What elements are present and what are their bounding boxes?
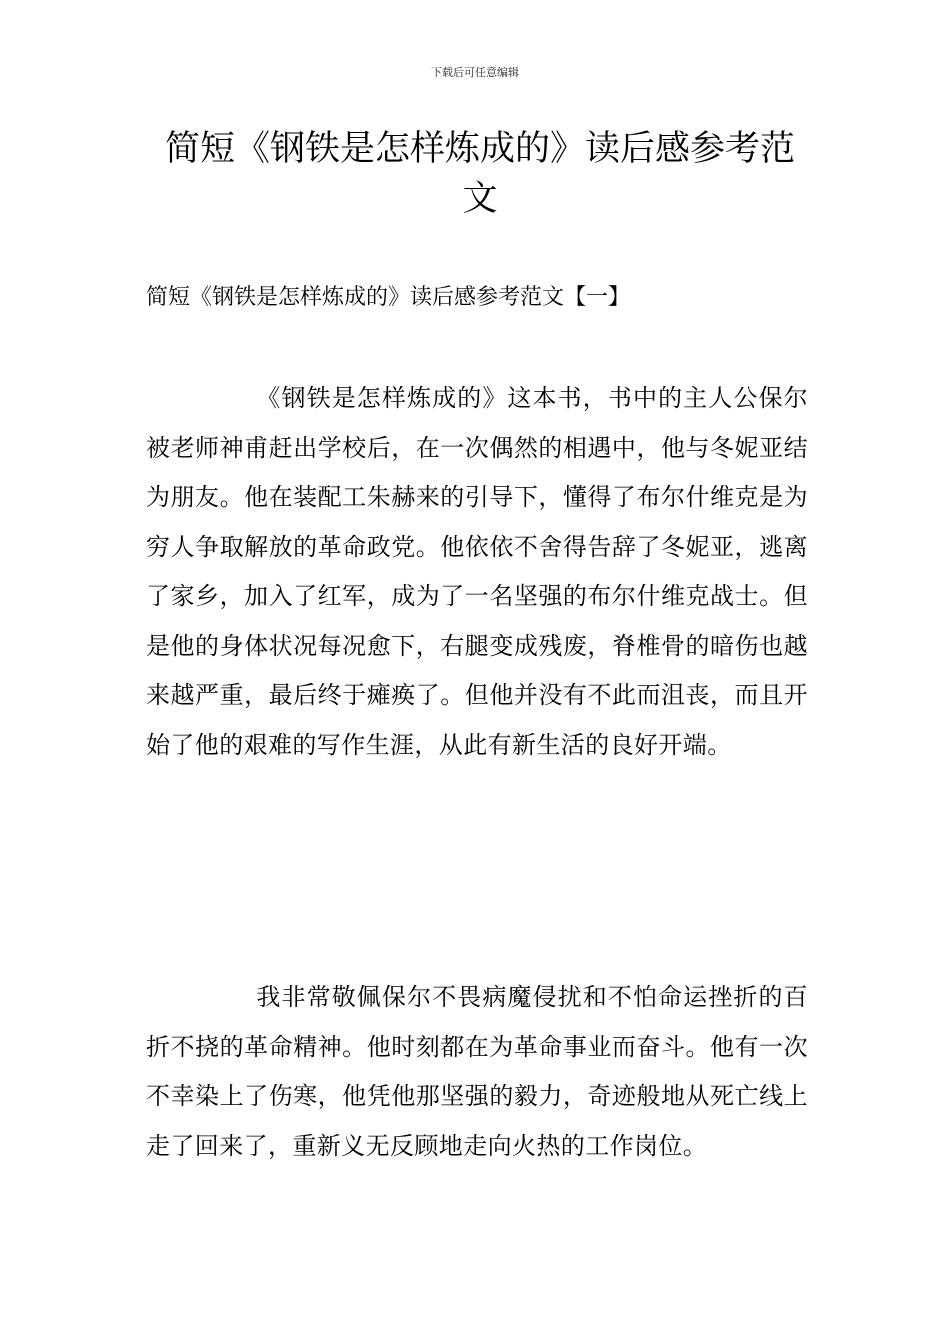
- document-title: 简短《钢铁是怎样炼成的》读后感参考范文: [164, 129, 795, 219]
- section-heading: 简短《钢铁是怎样炼成的》读后感参考范文【一】: [146, 285, 631, 310]
- body-paragraph-2: 我非常敬佩保尔不畏病魔侵扰和不怕命运挫折的百折不挠的革命精神。他时刻都在为革命事业而奋斗。他有一次不幸染上了伤寒，他凭他那坚强的毅力，奇迹般地从死亡线上走了回来了，重新义无反顾地走向火热的工作岗位。: [146, 983, 808, 1160]
- header-note: 下载后可任意编辑: [431, 66, 519, 79]
- body-paragraph-1: 《钢铁是怎样炼成的》这本书，书中的主人公保尔被老师神甫赶出学校后，在一次偶然的相遇中，他与冬妮亚结为朋友。他在装配工朱赫来的引导下，懂得了布尔什维克是为穷人争取解放的革命政党。他依依不舍得告辞了冬妮亚，逃离了家乡，加入了红军，成为了一名坚强的布尔什维克战士。但是他的身体状况每况愈下，右腿变成残废，脊椎骨的暗伤也越来越严重，最后终于瘫痪了。但他并没有不此而沮丧，而且开始了他的艰难的写作生涯，从此有新生活的良好开端。: [146, 384, 808, 759]
